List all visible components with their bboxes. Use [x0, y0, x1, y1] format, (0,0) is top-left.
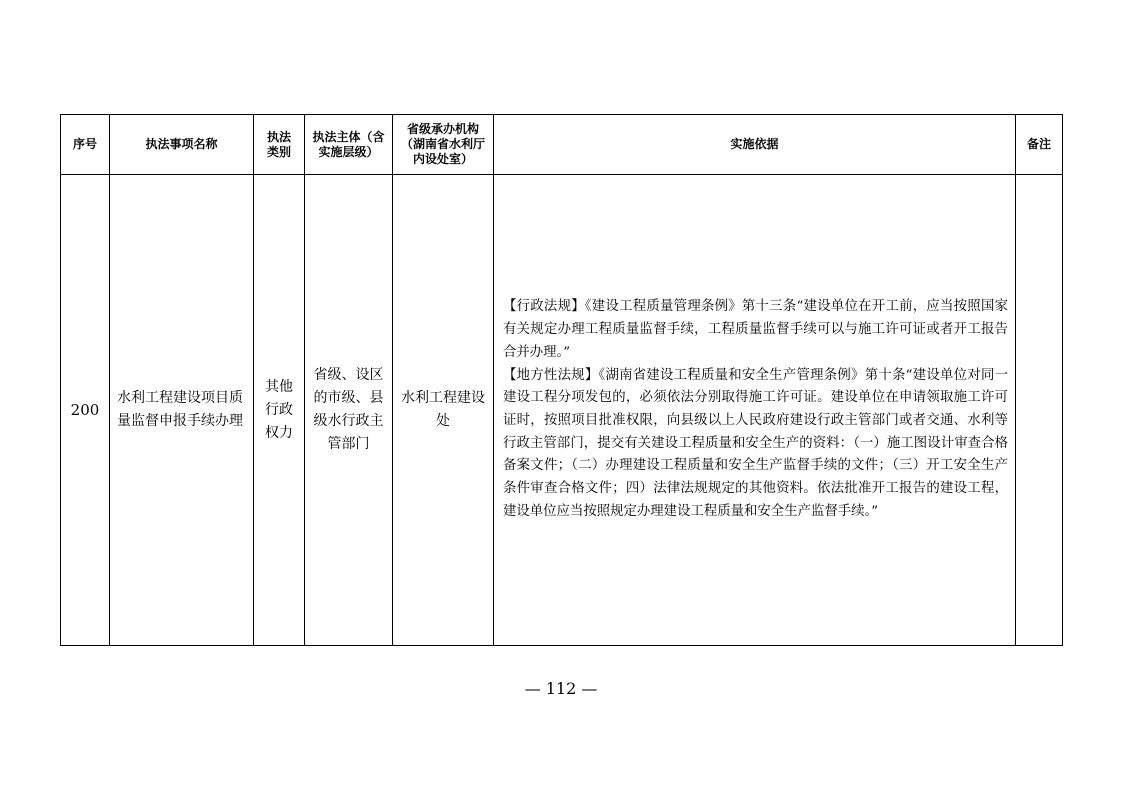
row-subject: 省级、设区的市级、县级水行政主管部门 [305, 175, 393, 646]
header-seq: 序号 [61, 115, 110, 175]
table-row [61, 175, 1063, 646]
row-organization: 水利工程建设处 [393, 175, 494, 646]
page-number: — 112 — [524, 679, 598, 698]
header-category: 执法类别 [254, 115, 305, 175]
basis-local-regulation: 【地方性法规】《湖南省建设工程质量和安全生产管理条例》第十条“建设单位对同一建设工程分项发包的，必须依法分别取得施工许可证。建设单位在申请领取施工许可证时，按照项目批准权限，向县级以上人民政府建设行政主管部门或者交通、水利等行政主管部门，提交有关建设工程质量和安全生产的资料：（一）施工图设计审查合格备案文件；（二）办理建设工程质量和安全生产监督手续的文件；（三）开工安全生产条件审查合格文件；四）法律法规规定的其他资料。依法批准开工报告的建设工程，建设单位应当按照规定办理建设工程质量和安全生产监督手续。” [503, 367, 1008, 519]
header-organization: 省级承办机构（湖南省水利厅内设处室） [393, 115, 494, 175]
row-remark [1016, 175, 1063, 646]
header-remark: 备注 [1016, 115, 1063, 175]
enforcement-items-table [60, 114, 1063, 646]
row-basis [494, 175, 1016, 646]
enforcement-table-container [60, 114, 1063, 646]
row-item-name: 水利工程建设项目质量监督申报手续办理 [110, 175, 254, 646]
basis-admin-regulation: 【行政法规】《建设工程质量管理条例》第十三条“建设单位在开工前，应当按照国家有关规定办理工程质量监督手续，工程质量监督手续可以与施工许可证或者开工报告合并办理。” [503, 299, 1008, 360]
table-header-row [61, 115, 1063, 175]
header-basis: 实施依据 [494, 115, 1016, 175]
row-category: 其他行政权力 [254, 175, 305, 646]
header-subject: 执法主体（含实施层级） [305, 115, 393, 175]
row-seq: 200 [61, 175, 110, 646]
header-item-name: 执法事项名称 [110, 115, 254, 175]
